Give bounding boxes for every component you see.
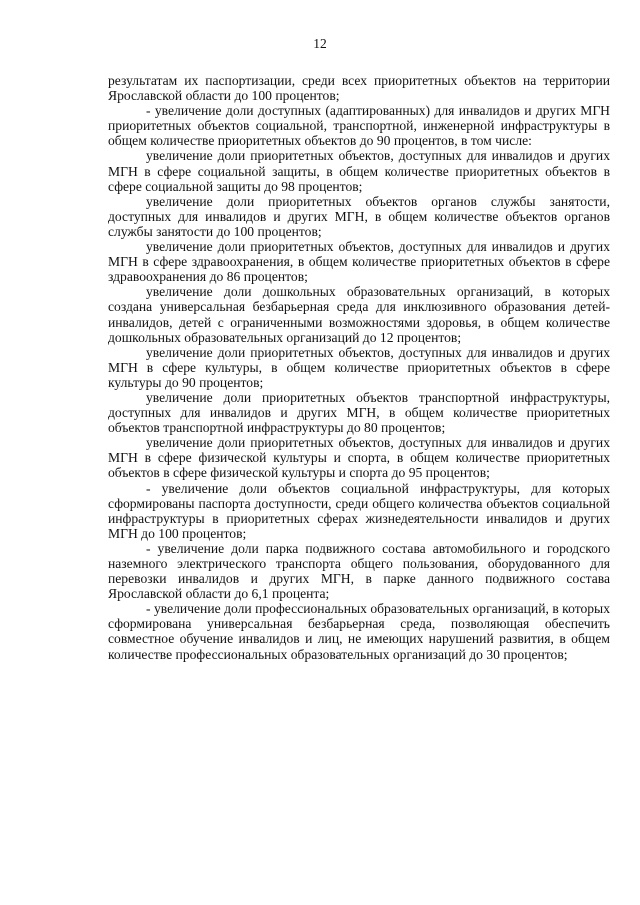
paragraph: увеличение доли приоритетных объектов, доступных для инвалидов и других МГН в сфере культуры, в общем количестве приоритетных объектов в сфере культуры до 90 процентов; — [108, 344, 610, 390]
paragraph: увеличение доли приоритетных объектов органов службы занятости, доступных для инвалидов и других МГН, в общем количестве объектов органов службы занятости до 100 процентов; — [108, 193, 610, 239]
paragraph: - увеличение доли объектов социальной инфраструктуры, для которых сформированы паспорта доступности, среди общего количества объектов социальной инфраструктуры в приоритетных сферах жизнедеятельности инвалидов и других МГН до 100 процентов; — [108, 480, 610, 541]
paragraph: - увеличение доли доступных (адаптированных) для инвалидов и других МГН приоритетных объектов социальной, транспортной, инженерной инфраструктуры в общем количестве приоритетных объектов до 90 процентов, в том числе: — [108, 103, 610, 149]
paragraph-continuation: результатам их паспортизации, среди всех приоритетных объектов на территории Ярославской области до 100 процентов; — [108, 73, 610, 104]
paragraph: увеличение доли приоритетных объектов, доступных для инвалидов и других МГН в сфере социальной защиты, в общем количестве приоритетных объектов в сфере социальной защиты до 98 процентов; — [108, 148, 610, 194]
paragraph: - увеличение доли парка подвижного состава автомобильного и городского наземного электрического транспорта общего пользования, оборудованного для перевозки инвалидов и других МГН, в парке данного подвижного состава Ярославской области до 6,1 процента; — [108, 540, 610, 602]
paragraph: увеличение доли приоритетных объектов транспортной инфраструктуры, доступных для инвалидов и других МГН, в общем количестве приоритетных объектов транспортной инфраструктуры до 80 процентов; — [108, 389, 610, 436]
paragraph: увеличение доли приоритетных объектов, доступных для инвалидов и других МГН в сфере физической культуры и спорта, в общем количестве приоритетных объектов в сфере физической культуры и спорта до 95 процентов; — [108, 435, 610, 481]
page-number: 12 — [313, 36, 327, 51]
paragraph: увеличение доли дошкольных образовательных организаций, в которых создана универсальная безбарьерная среда для инклюзивного образования детей-инвалидов, детей с ограниченными возможностями здоровья, в общем количестве дошкольных образовательных организаций до 12 процентов; — [108, 284, 610, 345]
paragraph: увеличение доли приоритетных объектов, доступных для инвалидов и других МГН в сфере здравоохранения, в общем количестве приоритетных объектов в сфере здравоохранения до 86 процентов; — [108, 239, 610, 285]
body-text — [108, 73, 610, 662]
paragraph: - увеличение доли профессиональных образовательных организаций, в которых сформирована универсальная безбарьерная среда, позволяющая обеспечить совместное обучение инвалидов и лиц, не имеющих нарушений развития, в общем количестве профессиональных образовательных организаций до 30 процентов; — [108, 601, 610, 662]
